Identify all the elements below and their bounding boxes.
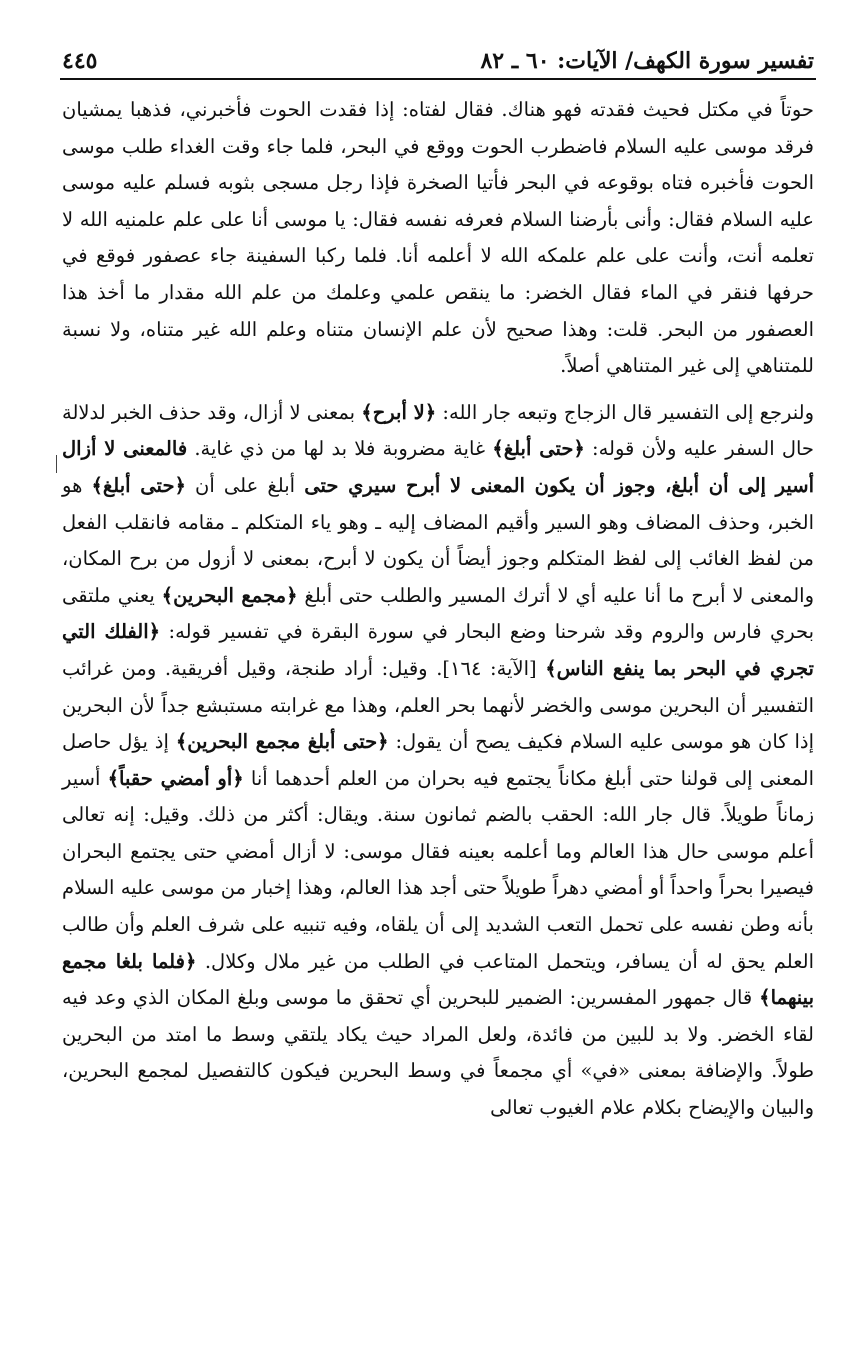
text-run: أبلغ على أن — [185, 473, 305, 497]
main-text — [62, 92, 814, 1127]
text-run: قال جمهور المفسرين: الضمير للبحرين أي تحقق ما موسى وبلغ المكان الذي وعد فيه لقاء الخضر. ولا بد للبين من فائدة، ولعل المراد حيث يكاد يلتقي وسط ما امتد من البحرين طولاً. والإضافة بمعنى «في» أي مجمعاً في وسط البحرين فيكون كالتفصيل لمجمع البحرين، والبيان والإيضاح بكلام علام الغيوب تعالى — [62, 986, 814, 1120]
quranic-phrase: ﴿لا أبرح﴾ — [361, 400, 437, 424]
quranic-phrase: ﴿حتى أبلغ مجمع البحرين﴾ — [175, 730, 389, 754]
quranic-phrase: ﴿حتى أبلغ﴾ — [492, 437, 585, 461]
quranic-phrase: ﴿مجمع البحرين﴾ — [161, 583, 298, 607]
running-header — [62, 38, 814, 74]
quranic-phrase: ﴿أو أمضي حقباً﴾ — [107, 766, 244, 790]
text-run: حوتاً في مكتل فحيث فقدته فهو هناك. فقال لفتاه: إذا فقدت الحوت فأخبرني، فذهبا يمشيان فرقد موسى عليه السلام فاضطرب الحوت ووقع في البحر، فلما جاء وقت الغداء طلب موسى الحوت فأخبره فتاه بوقوعه في البحر فأتيا الصخرة فإذا رجل مسجى بثوبه فسلم عليه موسى عليه السلام فقال: وأنى بأرضنا السلام فعرفه نفسه فقال: يا موسى أنا على علم علمنيه الله لا تعلمه أنت، وأنت على علم علمكه الله لا أعلمه أنا. فلما ركبا السفينة جاء عصفور فوقع في حرفها فنقر في الماء فقال الخضر: ما ينقص علمي وعلمك من علم الله مقدار ما أخذ هذا العصفور من البحر. قلت: وهذا صحيح لأن علم الإنسان متناه وعلم الله غير متناه، ولا نسبة للمتناهي إلى غير المتناهي أصلاً. — [62, 98, 814, 378]
text-run: [الآية: ١٦٤]. وقيل: أراد طنجة، وقيل أفريقية. ومن غرائب التفسير أن البحرين موسى والخضر لأنهما بحر العلم، وهذا مع غرابته مستبشع جداً لأن البحرين إذا كان هو موسى عليه السلام فكيف يصح أن يقول: — [62, 656, 814, 754]
quranic-phrase: ﴿الفلك التي تجري في البحر بما ينفع الناس﴾ — [62, 620, 814, 680]
text-run: إذ يؤل حاصل المعنى إلى قولنا حتى أبلغ مكاناً يجتمع فيه بحران من العلم أحدهما أنا — [62, 730, 814, 790]
quranic-phrase: ﴿فلما بلغا مجمع بينهما﴾ — [62, 949, 814, 1010]
text-run: بمعنى لا أزال، وقد حذف الخبر لدلالة حال السفر عليه ولأن قوله: — [62, 400, 814, 461]
text-run: ولنرجع إلى التفسير قال الزجاج وتبعه جار الله: — [436, 400, 815, 424]
text-run: أسير زماناً طويلاً. قال جار الله: الحقب بالضم ثمانون سنة. ويقال: أكثر من ذلك. وقيل: إنه تعالى أعلم موسى حال هذا العالم وما أعلمه بعينه فقال موسى: لا أزال أمضي حتى يجتمع البحران فيصيرا بحراً واحداً أو أمضي دهراً طويلاً حتى أجد هذا العالم، وهذا إخبار من موسى عليه السلام بأنه وطن نفسه على تحمل التعب الشديد إلى أن يلقاه، وفيه تنبيه على شرف العلم وأن طالب العلم يحق له أن يسافر، ويتحمل المتاعب في الطلب من غير ملال وكلال. — [62, 766, 814, 973]
text-run: غاية مضروبة فلا بد لها من ذي غاية. — [187, 437, 493, 461]
header-rule — [60, 78, 816, 80]
text-run: يعني ملتقى بحري فارس والروم وقد شرحنا وضع البحار في سورة البقرة في تفسير قوله: — [62, 583, 815, 644]
text-run: هو الخبر، وحذف المضاف وهو السير وأقيم المضاف إليه ـ وهو ياء المتكلم ـ مقامه فانقلب الفعل من لفظ الغائب إلى لفظ المتكلم وجوز أيضاً أن يكون لا أبرح، بمعنى لا أزول من برح المكان، والمعنى لا أبرح ما أنا عليه أي لا أترك المسير والطلب حتى أبلغ — [62, 473, 814, 607]
quranic-phrase: ﴿حتى أبلغ﴾ — [91, 473, 186, 497]
header-title: تفسير سورة الكهف/ الآيات: ٦٠ ـ ٨٢ — [480, 48, 814, 74]
paragraph-1 — [62, 92, 814, 385]
page-number: ٤٤٥ — [62, 48, 98, 74]
margin-mark — [56, 455, 57, 473]
paragraph-2 — [62, 395, 814, 1127]
bold-explanation: فالمعنى لا أزال أسير إلى أن أبلغ، وجوز أن يكون المعنى لا أبرح سيري حتى — [62, 437, 814, 497]
